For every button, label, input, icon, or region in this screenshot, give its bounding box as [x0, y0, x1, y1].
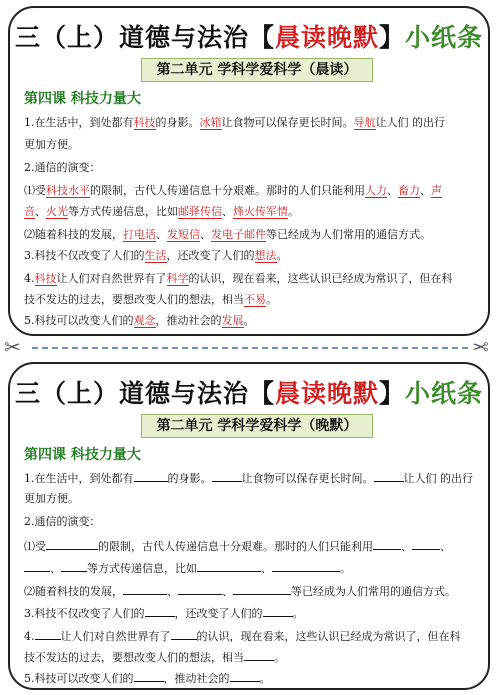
text: 。: [266, 293, 277, 306]
text: 、: [387, 184, 398, 197]
text: 、: [167, 585, 178, 598]
fill-blank[interactable]: [263, 605, 293, 617]
text-line-8: [24, 272, 453, 286]
text: ⑴受: [24, 184, 46, 197]
text-line-5: [24, 205, 299, 219]
text-line-10: [24, 670, 271, 686]
text: 让人们 的出行: [403, 472, 473, 485]
keyword: 科技水平: [46, 184, 90, 197]
text: 3.科技不仅改变了人们的: [24, 607, 145, 620]
text: 的认识，现在看来，这些认识已经成为常识了，但在科: [188, 272, 453, 285]
fill-blank[interactable]: [35, 628, 61, 640]
text: 的认识，现在看来，这些认识已经成为常识了，但在科: [196, 630, 461, 643]
text: 让人们对自然世界有了: [56, 272, 167, 285]
text: 1.在生活中，到处都有: [24, 472, 134, 485]
text: ，还改变了人们的: [174, 607, 263, 620]
text: 。: [288, 205, 299, 218]
keyword: 火光: [46, 205, 68, 218]
text: 让人们对自然世界有了: [60, 630, 171, 643]
title-subject: 三（上）道德与法治: [14, 23, 249, 52]
text: 、: [420, 184, 431, 197]
keyword: 生活: [144, 249, 167, 262]
text: 、: [261, 562, 272, 575]
text: 。: [243, 314, 255, 327]
text: 、: [50, 562, 61, 575]
text: 、: [35, 205, 46, 218]
title-bracket-open: 【: [248, 23, 275, 52]
fill-blank[interactable]: [412, 538, 440, 550]
keyword: 导航: [353, 116, 376, 129]
morning-reading-card: [8, 6, 490, 336]
fill-blank[interactable]: [230, 670, 260, 682]
title-bracket-open: 【: [248, 379, 275, 408]
text: 。: [274, 651, 285, 664]
keyword: 人力: [365, 184, 387, 197]
card-title: [10, 18, 488, 54]
keyword: 科学: [166, 272, 189, 285]
title-suffix: 小纸条: [405, 379, 484, 408]
text: 让食物可以保存更长时间。: [221, 116, 354, 129]
text: 、: [222, 585, 233, 598]
text: 等已经成为人们常用的通信方式。: [291, 585, 456, 598]
unit-banner: 第二单元 学科学爱科学（晨读）: [141, 58, 373, 82]
keyword: 声: [431, 184, 442, 197]
text: 。: [276, 249, 288, 262]
title-bracket-close: 】: [379, 379, 406, 408]
text-line-9: [24, 649, 285, 665]
text: 4.: [24, 630, 35, 643]
keyword: 邮驿传信: [178, 205, 222, 218]
keyword: 冰箱: [199, 116, 222, 129]
keyword: 不易: [244, 293, 266, 306]
text-line-5: [24, 560, 351, 576]
fill-blank[interactable]: [134, 470, 168, 482]
text: 。: [292, 607, 304, 620]
text-line-4: [24, 184, 442, 198]
text: ，推动社会的: [155, 314, 222, 327]
text-line-6: [24, 583, 456, 599]
text: 等方式传递信息，比如: [87, 562, 197, 575]
title-suffix: 小纸条: [405, 23, 484, 52]
text: ⑴受: [24, 540, 46, 553]
fill-blank[interactable]: [272, 560, 340, 572]
text: 、: [401, 540, 412, 553]
keyword: 科技: [133, 116, 156, 129]
keyword: 发电子邮件: [211, 228, 266, 241]
fill-blank[interactable]: [61, 560, 87, 572]
cut-divider: [32, 347, 468, 349]
text: 让人们 的出行: [375, 116, 445, 129]
title-highlight: 晨读晚默: [274, 23, 379, 52]
text: 的限制，古代人传递信息十分艰难。那时的人们只能利用: [98, 540, 373, 553]
text: ，还改变了人们的: [166, 249, 255, 262]
text-line-10: [24, 314, 255, 328]
title-bracket-close: 】: [379, 23, 406, 52]
text: 、: [222, 205, 233, 218]
text: 、: [156, 228, 167, 241]
text: 3.科技不仅改变了人们的: [24, 249, 145, 262]
text: 技不发达的过去，要想改变人们的想法，相当: [24, 293, 244, 306]
text-line-1: [24, 470, 473, 486]
fill-blank[interactable]: [46, 538, 98, 550]
text-line-4: [24, 538, 451, 554]
text: 的身影。: [155, 116, 200, 129]
text: 的身影。: [167, 472, 212, 485]
text-line-3: 2.通信的演变：: [24, 515, 101, 528]
keyword: 音: [24, 205, 35, 218]
keyword: 想法: [254, 249, 277, 262]
text-line-1: [24, 116, 445, 130]
fill-blank[interactable]: [212, 470, 242, 482]
text: ，推动社会的: [163, 672, 230, 685]
keyword: 打电话: [123, 228, 156, 241]
text: 5.科技可以改变人们的: [24, 314, 134, 327]
text: 。: [340, 562, 351, 575]
fill-blank[interactable]: [374, 470, 404, 482]
text-line-6: [24, 228, 431, 242]
scissors-icon: ✂: [472, 335, 489, 359]
title-highlight: 晨读晚默: [274, 379, 379, 408]
title-subject: 三（上）道德与法治: [14, 379, 249, 408]
text-line-9: [24, 293, 277, 307]
text: 、: [200, 228, 211, 241]
card-title: [10, 374, 488, 410]
text: 让食物可以保存更长时间。: [241, 472, 374, 485]
text-line-3: 2.通信的演变：: [24, 161, 101, 174]
fill-blank[interactable]: [24, 560, 50, 572]
text: ⑵随着科技的发展，: [24, 228, 123, 241]
text: 。: [259, 672, 271, 685]
text-line-8: [24, 628, 461, 644]
unit-banner: 第二单元 学科学爱科学（晚默）: [141, 414, 373, 438]
text-line-7: [24, 605, 304, 621]
text: 技不发达的过去，要想改变人们的想法，相当: [24, 651, 244, 664]
keyword: 发短信: [167, 228, 200, 241]
fill-blank[interactable]: [244, 649, 274, 661]
lesson-title: 第四课 科技力量大: [24, 91, 141, 107]
keyword: 烽火传军情: [233, 205, 288, 218]
fill-blank[interactable]: [171, 628, 197, 640]
text: 等已经成为人们常用的通信方式。: [266, 228, 431, 241]
text: 、: [440, 540, 451, 553]
lesson-title: 第四课 科技力量大: [24, 447, 141, 463]
text-line-7: [24, 249, 288, 263]
text-line-2: 更加方便。: [24, 138, 79, 151]
text: ⑵随着科技的发展，: [24, 585, 123, 598]
fill-blank[interactable]: [178, 583, 222, 595]
text: 等方式传递信息，比如: [68, 205, 178, 218]
fill-blank[interactable]: [233, 583, 291, 595]
fill-blank[interactable]: [373, 538, 401, 550]
keyword: 畜力: [398, 184, 420, 197]
fill-blank[interactable]: [145, 605, 175, 617]
fill-blank[interactable]: [123, 583, 167, 595]
scissors-icon: ✂: [4, 335, 21, 359]
text: 1.在生活中，到处都有: [24, 116, 134, 129]
keyword: 科技: [34, 272, 57, 285]
text: 5.科技可以改变人们的: [24, 672, 134, 685]
evening-dictation-card: [8, 362, 490, 690]
text-line-2: 更加方便。: [24, 492, 79, 505]
keyword: 观念: [133, 314, 156, 327]
fill-blank[interactable]: [197, 560, 261, 572]
text: 4.: [24, 272, 35, 285]
fill-blank[interactable]: [134, 670, 164, 682]
keyword: 发展: [221, 314, 244, 327]
text: 的限制，古代人传递信息十分艰难。那时的人们只能利用: [90, 184, 365, 197]
